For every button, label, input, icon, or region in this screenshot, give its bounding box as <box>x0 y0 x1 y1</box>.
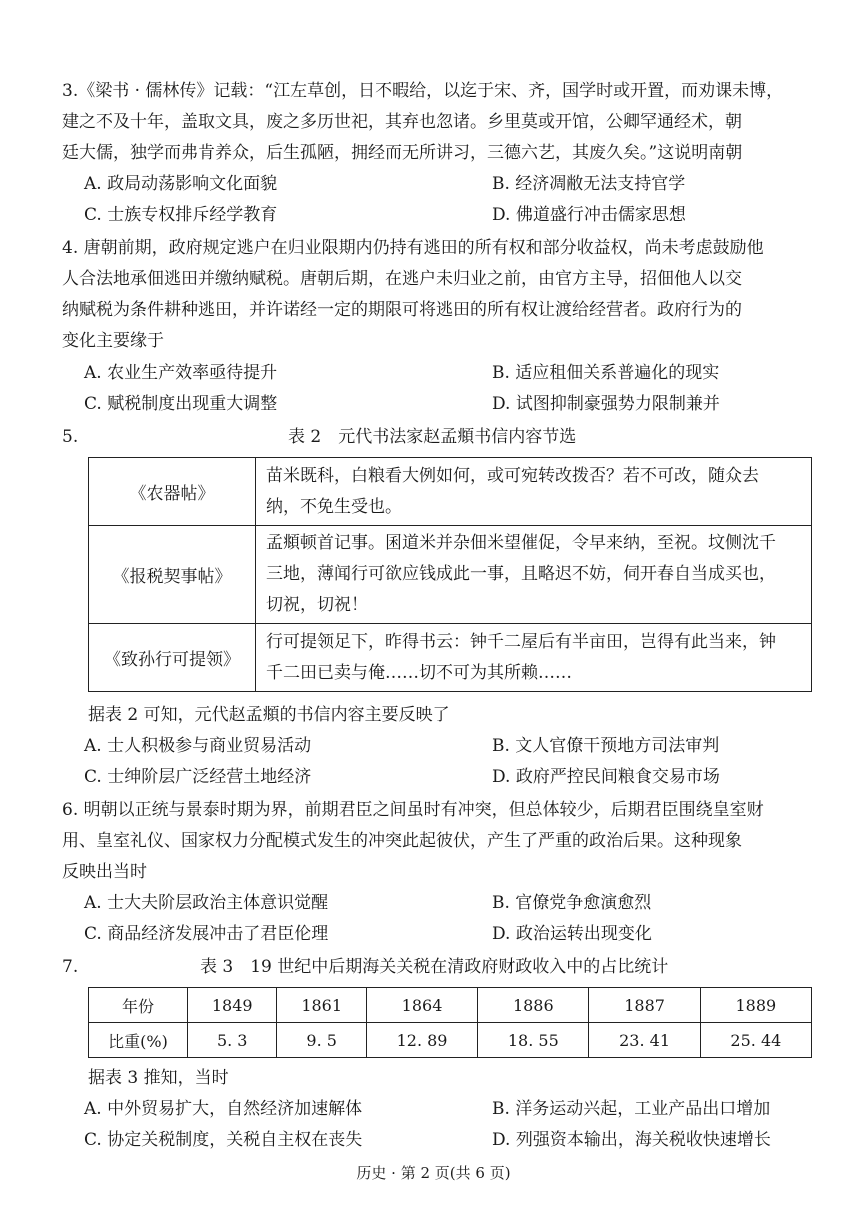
table-2-content-line: 切祝，切祝！ <box>266 595 368 615</box>
table-2-content-line: 千二田已卖与俺……切不可为其所赖…… <box>266 662 572 683</box>
question-3-line: 廷大儒，独学而弗肯养众，后生孤陋，拥经而无所讲习，三德六艺，其废久矣。”这说明南朝 <box>62 143 743 163</box>
table-3-value-label: 比重(%) <box>89 1023 188 1058</box>
q5-option-b[interactable]: B. 文人官僚干预地方司法审判 <box>492 736 720 756</box>
table-2-content <box>256 526 812 624</box>
table-3-year: 1861 <box>277 988 366 1023</box>
table-3-year: 1889 <box>700 988 811 1023</box>
table-3-value: 9. 5 <box>277 1023 366 1058</box>
question-4-line: 变化主要缘于 <box>62 331 164 351</box>
question-7-stem: 据表 3 推知，当时 <box>88 1068 229 1088</box>
table-row <box>89 458 812 526</box>
question-3 <box>62 76 814 169</box>
q3-option-a[interactable]: A. 政局动荡影响文化面貌 <box>84 174 278 194</box>
question-4-line: 4. 唐朝前期，政府规定逃户在归业限期内仍持有逃田的所有权和部分收益权，尚未考虑鼓励他 <box>62 238 764 258</box>
question-3-line: 建之不及十年，盖取文具，废之多历世祀，其弃也忽诸。乡里莫或开馆，公卿罕通经术，朝 <box>62 112 742 132</box>
table-3-year: 1887 <box>589 988 700 1023</box>
question-3-line: 3.《梁书 · 儒林传》记载：“江左草创，日不暇给，以迄于宋、齐，国学时或开置，而劝课未博， <box>62 81 784 101</box>
question-5-number: 5. <box>62 427 79 447</box>
table-2-content-line: 三地，薄闻行可欲应钱成此一事，且略迟不妨，伺开春自当成买也， <box>266 564 776 584</box>
table-3-value: 5. 3 <box>188 1023 277 1058</box>
question-6 <box>62 795 814 888</box>
q7-option-c[interactable]: C. 协定关税制度，关税自主权在丧失 <box>84 1130 363 1150</box>
q5-option-c[interactable]: C. 士绅阶层广泛经营土地经济 <box>84 767 312 787</box>
table-2-content-line: 纳，不免生受也。 <box>266 496 402 517</box>
table-2 <box>88 457 812 692</box>
q5-option-d[interactable]: D. 政府严控民间粮食交易市场 <box>492 767 720 787</box>
table-3-header-label: 年份 <box>89 988 188 1023</box>
page-footer: 历史 · 第 2 页(共 6 页) <box>356 1164 511 1182</box>
question-4-line: 纳赋税为条件耕种逃田，并许诺经一定的期限可将逃田的所有权让渡给经营者。政府行为的 <box>62 300 742 320</box>
table-3-value: 25. 44 <box>700 1023 811 1058</box>
question-4-line: 人合法地承佃逃田并缴纳赋税。唐朝后期，在逃户未归业之前，由官方主导，招佃他人以交 <box>62 269 742 289</box>
q6-option-b[interactable]: B. 官僚党争愈演愈烈 <box>492 893 652 913</box>
question-6-line: 6. 明朝以正统与景泰时期为界，前期君臣之间虽时有冲突，但总体较少，后期君臣围绕皇室财 <box>62 800 764 820</box>
q4-option-d[interactable]: D. 试图抑制豪强势力限制兼并 <box>492 394 720 414</box>
table-3-year: 1864 <box>366 988 477 1023</box>
table-2-content-line: 行可提领足下，昨得书云：钟千二屋后有半亩田，岂得有此当来，钟 <box>266 631 776 652</box>
q7-option-d[interactable]: D. 列强资本输出，海关税收快速增长 <box>492 1130 771 1150</box>
table-3 <box>88 987 812 1058</box>
q5-option-a[interactable]: A. 士人积极参与商业贸易活动 <box>84 736 312 756</box>
q6-option-c[interactable]: C. 商品经济发展冲击了君臣伦理 <box>84 924 329 944</box>
table-row <box>89 1023 812 1058</box>
table-2-label: 《报税契事帖》 <box>89 526 256 624</box>
table-2-caption: 表 2 元代书法家赵孟頫书信内容节选 <box>288 427 577 447</box>
question-5-stem: 据表 2 可知，元代赵孟頫的书信内容主要反映了 <box>88 705 450 725</box>
question-4 <box>62 233 814 357</box>
table-2-label: 《致孙行可提领》 <box>89 624 256 692</box>
q3-option-b[interactable]: B. 经济凋敝无法支持官学 <box>492 174 686 194</box>
q3-option-d[interactable]: D. 佛道盛行冲击儒家思想 <box>492 205 686 225</box>
table-2-label: 《农器帖》 <box>89 458 256 526</box>
table-3-year: 1886 <box>478 988 589 1023</box>
q4-option-a[interactable]: A. 农业生产效率亟待提升 <box>84 363 278 383</box>
q6-option-a[interactable]: A. 士大夫阶层政治主体意识觉醒 <box>84 893 329 913</box>
table-3-value: 12. 89 <box>366 1023 477 1058</box>
q4-option-b[interactable]: B. 适应租佃关系普遍化的现实 <box>492 363 720 383</box>
question-6-line: 用、皇室礼仪、国家权力分配模式发生的冲突此起彼伏，产生了严重的政治后果。这种现象 <box>62 831 742 851</box>
q3-option-c[interactable]: C. 士族专权排斥经学教育 <box>84 205 278 225</box>
table-row <box>89 526 812 624</box>
question-6-line: 反映出当时 <box>62 862 147 882</box>
table-row <box>89 624 812 692</box>
table-2-content-line: 苗米既科，白粮看大例如何，或可宛转改拨否？若不可改，随众去 <box>266 465 759 486</box>
table-3-caption: 表 3 19 世纪中后期海关关税在清政府财政收入中的占比统计 <box>200 957 669 977</box>
question-7-number: 7. <box>62 957 79 977</box>
q4-option-c[interactable]: C. 赋税制度出现重大调整 <box>84 394 278 414</box>
q7-option-a[interactable]: A. 中外贸易扩大，自然经济加速解体 <box>84 1099 363 1119</box>
table-3-value: 18. 55 <box>478 1023 589 1058</box>
table-row <box>89 988 812 1023</box>
q7-option-b[interactable]: B. 洋务运动兴起，工业产品出口增加 <box>492 1099 771 1119</box>
table-2-content <box>256 624 812 692</box>
table-2-content-line: 孟頫顿首记事。囷道米并杂佃米望催促，令早来纳，至祝。坟侧沈千 <box>266 533 776 553</box>
q6-option-d[interactable]: D. 政治运转出现变化 <box>492 924 652 944</box>
table-3-year: 1849 <box>188 988 277 1023</box>
table-2-content <box>256 458 812 526</box>
table-3-value: 23. 41 <box>589 1023 700 1058</box>
